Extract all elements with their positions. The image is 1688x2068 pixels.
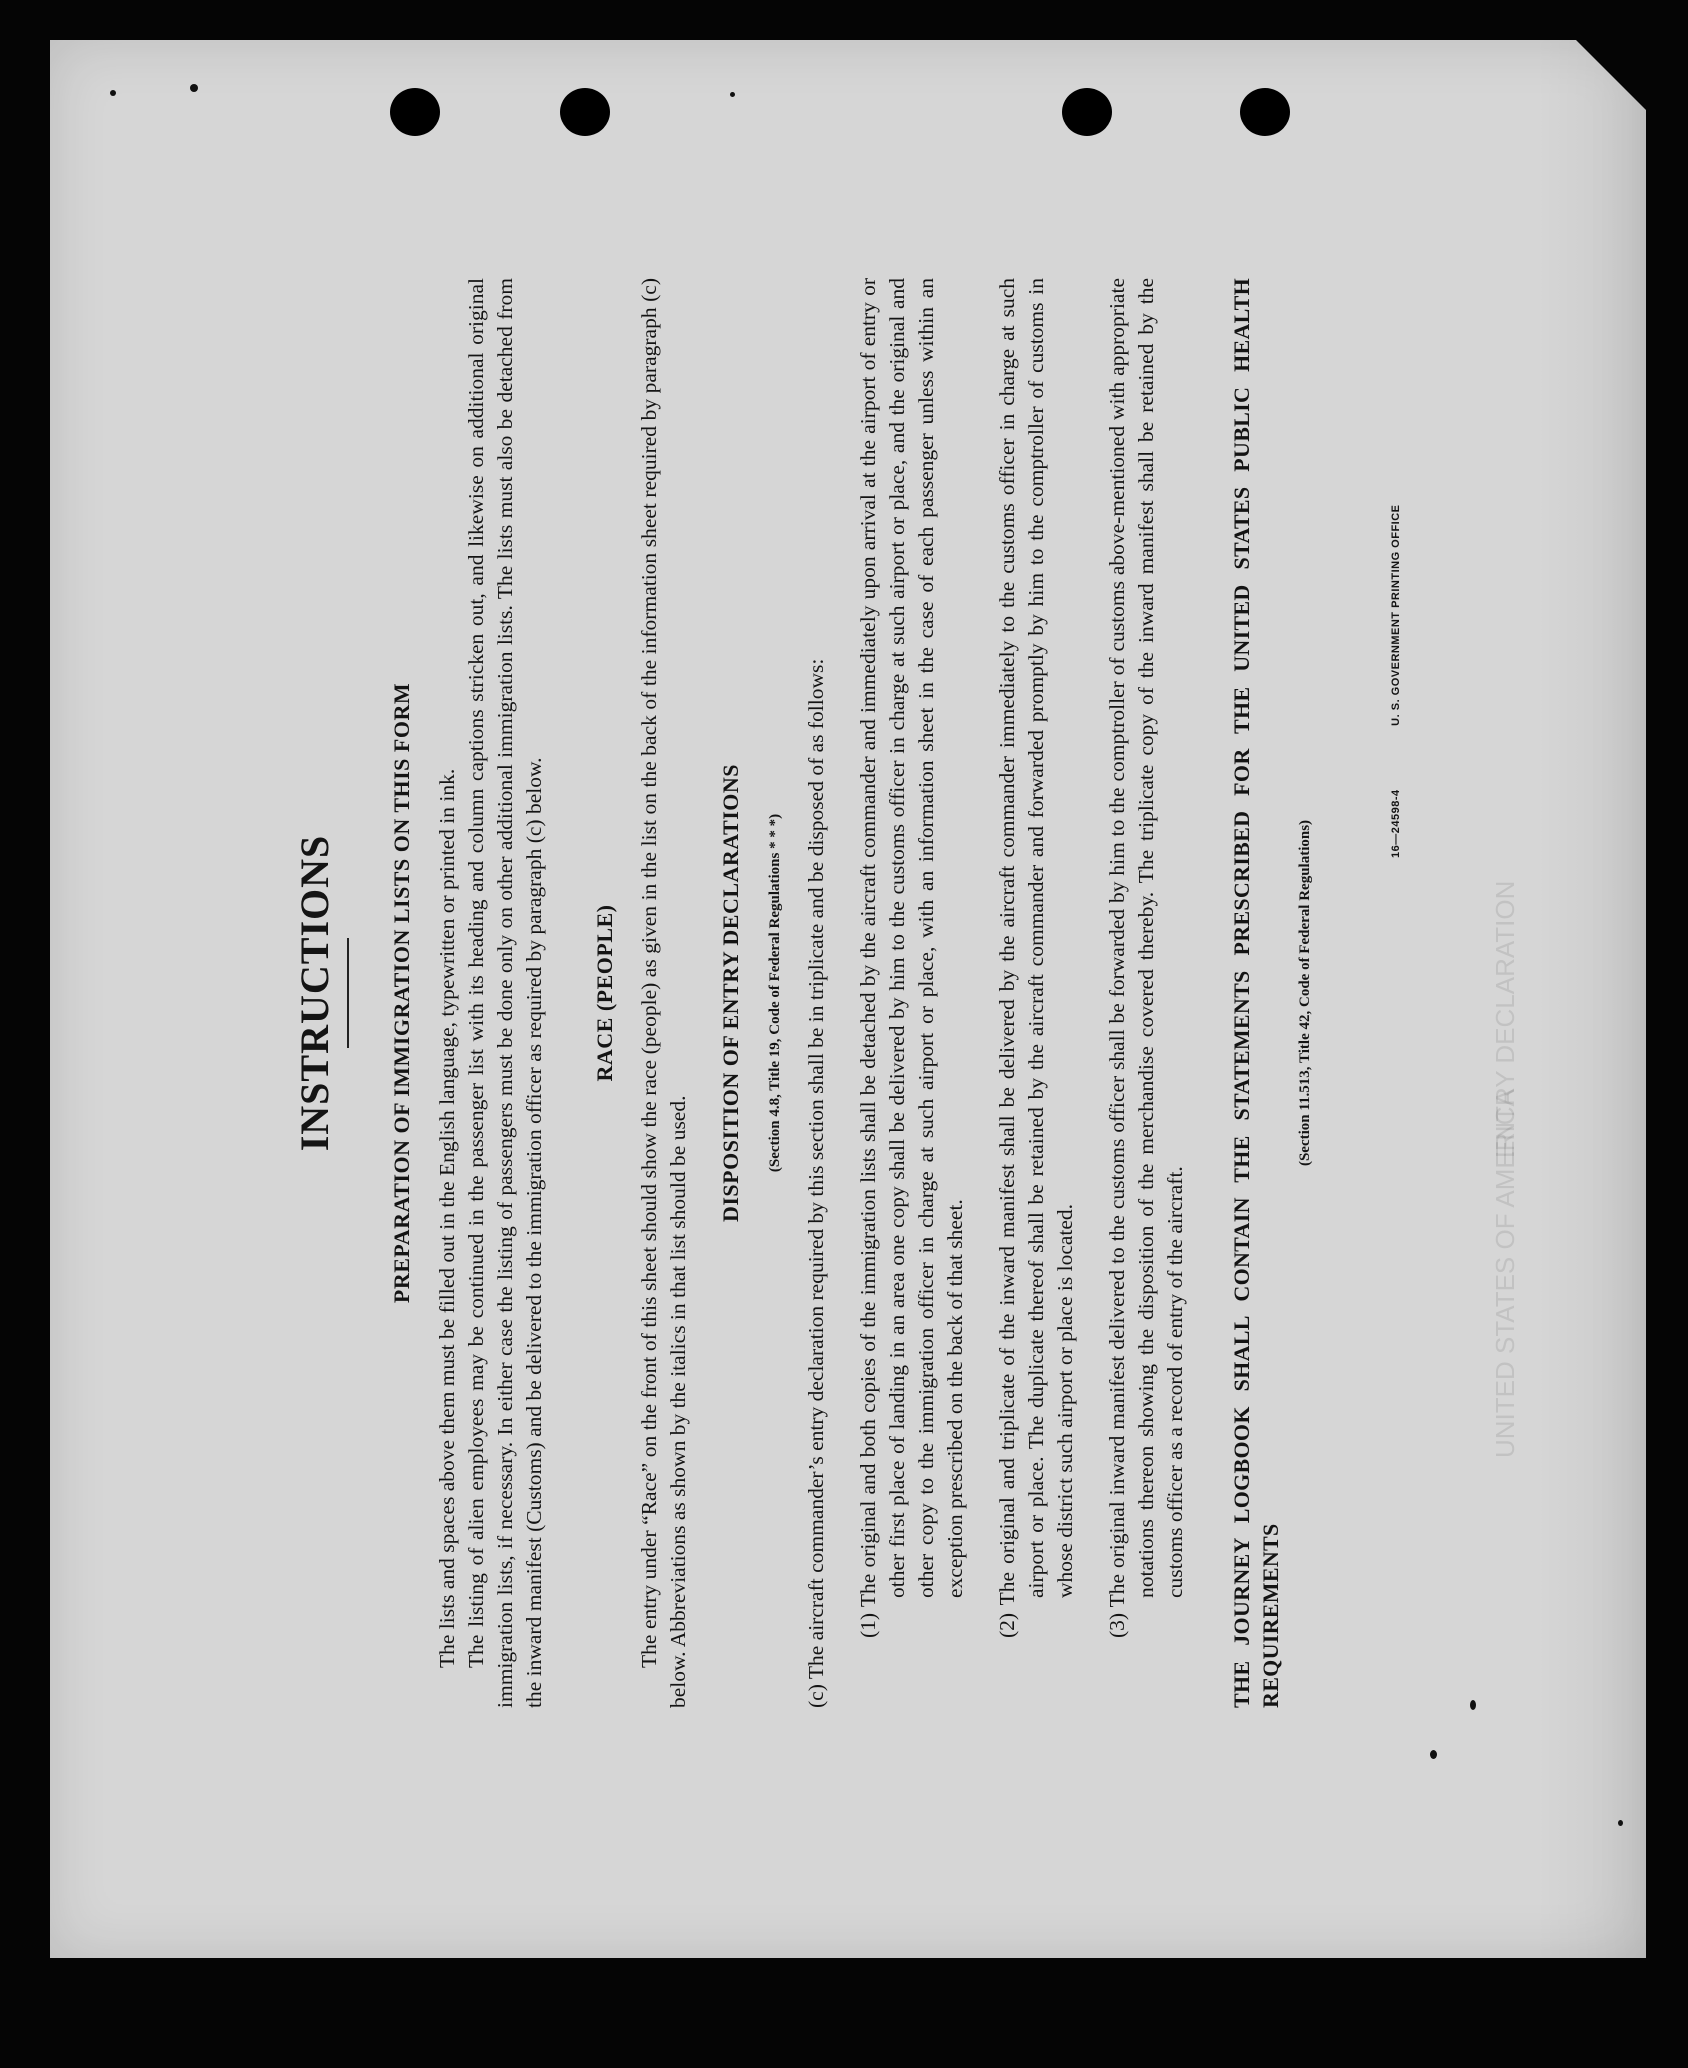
logbook-statement: THE JOURNEY LOGBOOK SHALL CONTAIN THE STATEMENTS PRESCRIBED FOR THE UNITED STATES PUBLIC HEALTH REQUIREMENTS bbox=[1228, 278, 1283, 1708]
list-item: (3) The original inward manifest delivered to the customs officer shall be forwarded by him to the comptroller of customs above-mentioned with appropriate notations thereon showing the disposition of the merchandise covered thereby. The triplicate copy of the inward manifest shall be retained by the customs officer as a record of entry of the aircraft. bbox=[1104, 278, 1188, 1638]
printer-imprint: U. S. GOVERNMENT PRINTING OFFICE bbox=[1390, 504, 1402, 726]
bleed-through: UNITED STATES OF AMERICA bbox=[1490, 1089, 1520, 1458]
title-rule bbox=[347, 938, 349, 1048]
section-heading-disposition: DISPOSITION OF ENTRY DECLARATIONS bbox=[717, 763, 743, 1223]
section-subheading: (Section 4.8, Title 19, Code of Federal Regulations * * *) bbox=[766, 813, 783, 1173]
print-footer bbox=[1390, 444, 1402, 858]
paragraph: The listing of alien employees may be continued in the passenger list with its heading and column captions stricken out, and likewise on additional original immigration lists, if necessary. In either case the listing of passengers must be done only on other additional immigration lists. The lists must also be detached from the inward manifest (Customs) and be delivered to the immigration officer as required by paragraph (c) below. bbox=[463, 278, 547, 1708]
rotated-page-content bbox=[50, 40, 1646, 1958]
bleed-through: ENTRY DECLARATION bbox=[1490, 880, 1520, 1158]
list-item: (2) The original and triplicate of the inward manifest shall be delivered by the aircraft commander immediately to the customs officer in charge at such airport or place. The duplicate thereof shall be retained by the aircraft commander and forwarded promptly by him to the comptroller of customs in whose district such airport or place is located. bbox=[994, 278, 1078, 1638]
section-heading-race: RACE (PEOPLE) bbox=[591, 904, 617, 1082]
logbook-citation: (Section 11.513, Title 42, Code of Federal Regulations) bbox=[1297, 819, 1314, 1167]
paragraph-c: (c) The aircraft commander’s entry declaration required by this section shall be in triplicate and be disposed of as follows: bbox=[804, 658, 829, 1708]
section-heading-preparation: PREPARATION OF IMMIGRATION LISTS ON THIS FORM bbox=[389, 682, 415, 1304]
form-number: 16—24598-4 bbox=[1390, 789, 1402, 858]
list-item: (1) The original and both copies of the immigration lists shall be detached by the aircraft commander and immediately upon arrival at the airport of entry or other first place of landing in an area one copy shall be delivered by him to the customs officer in charge at such airport or place, and the original and other copy to the immigration officer in charge at such airport or place, with an information sheet in the case of each passenger unless within an exception prescribed on the back of that sheet. bbox=[855, 278, 968, 1638]
paragraph: The entry under “Race” on the front of this sheet should show the race (people) as given in the list on the back of the information sheet required by paragraph (c) below. Abbreviations as shown by the italics in that list should be used. bbox=[637, 278, 691, 1708]
paragraph: The lists and spaces above them must be filled out in the English language, typewritten or printed in ink. bbox=[434, 768, 459, 1668]
instructions-body bbox=[260, 278, 1320, 1708]
document-sheet bbox=[50, 40, 1646, 1958]
page-title: INSTRUCTIONS bbox=[292, 834, 337, 1152]
